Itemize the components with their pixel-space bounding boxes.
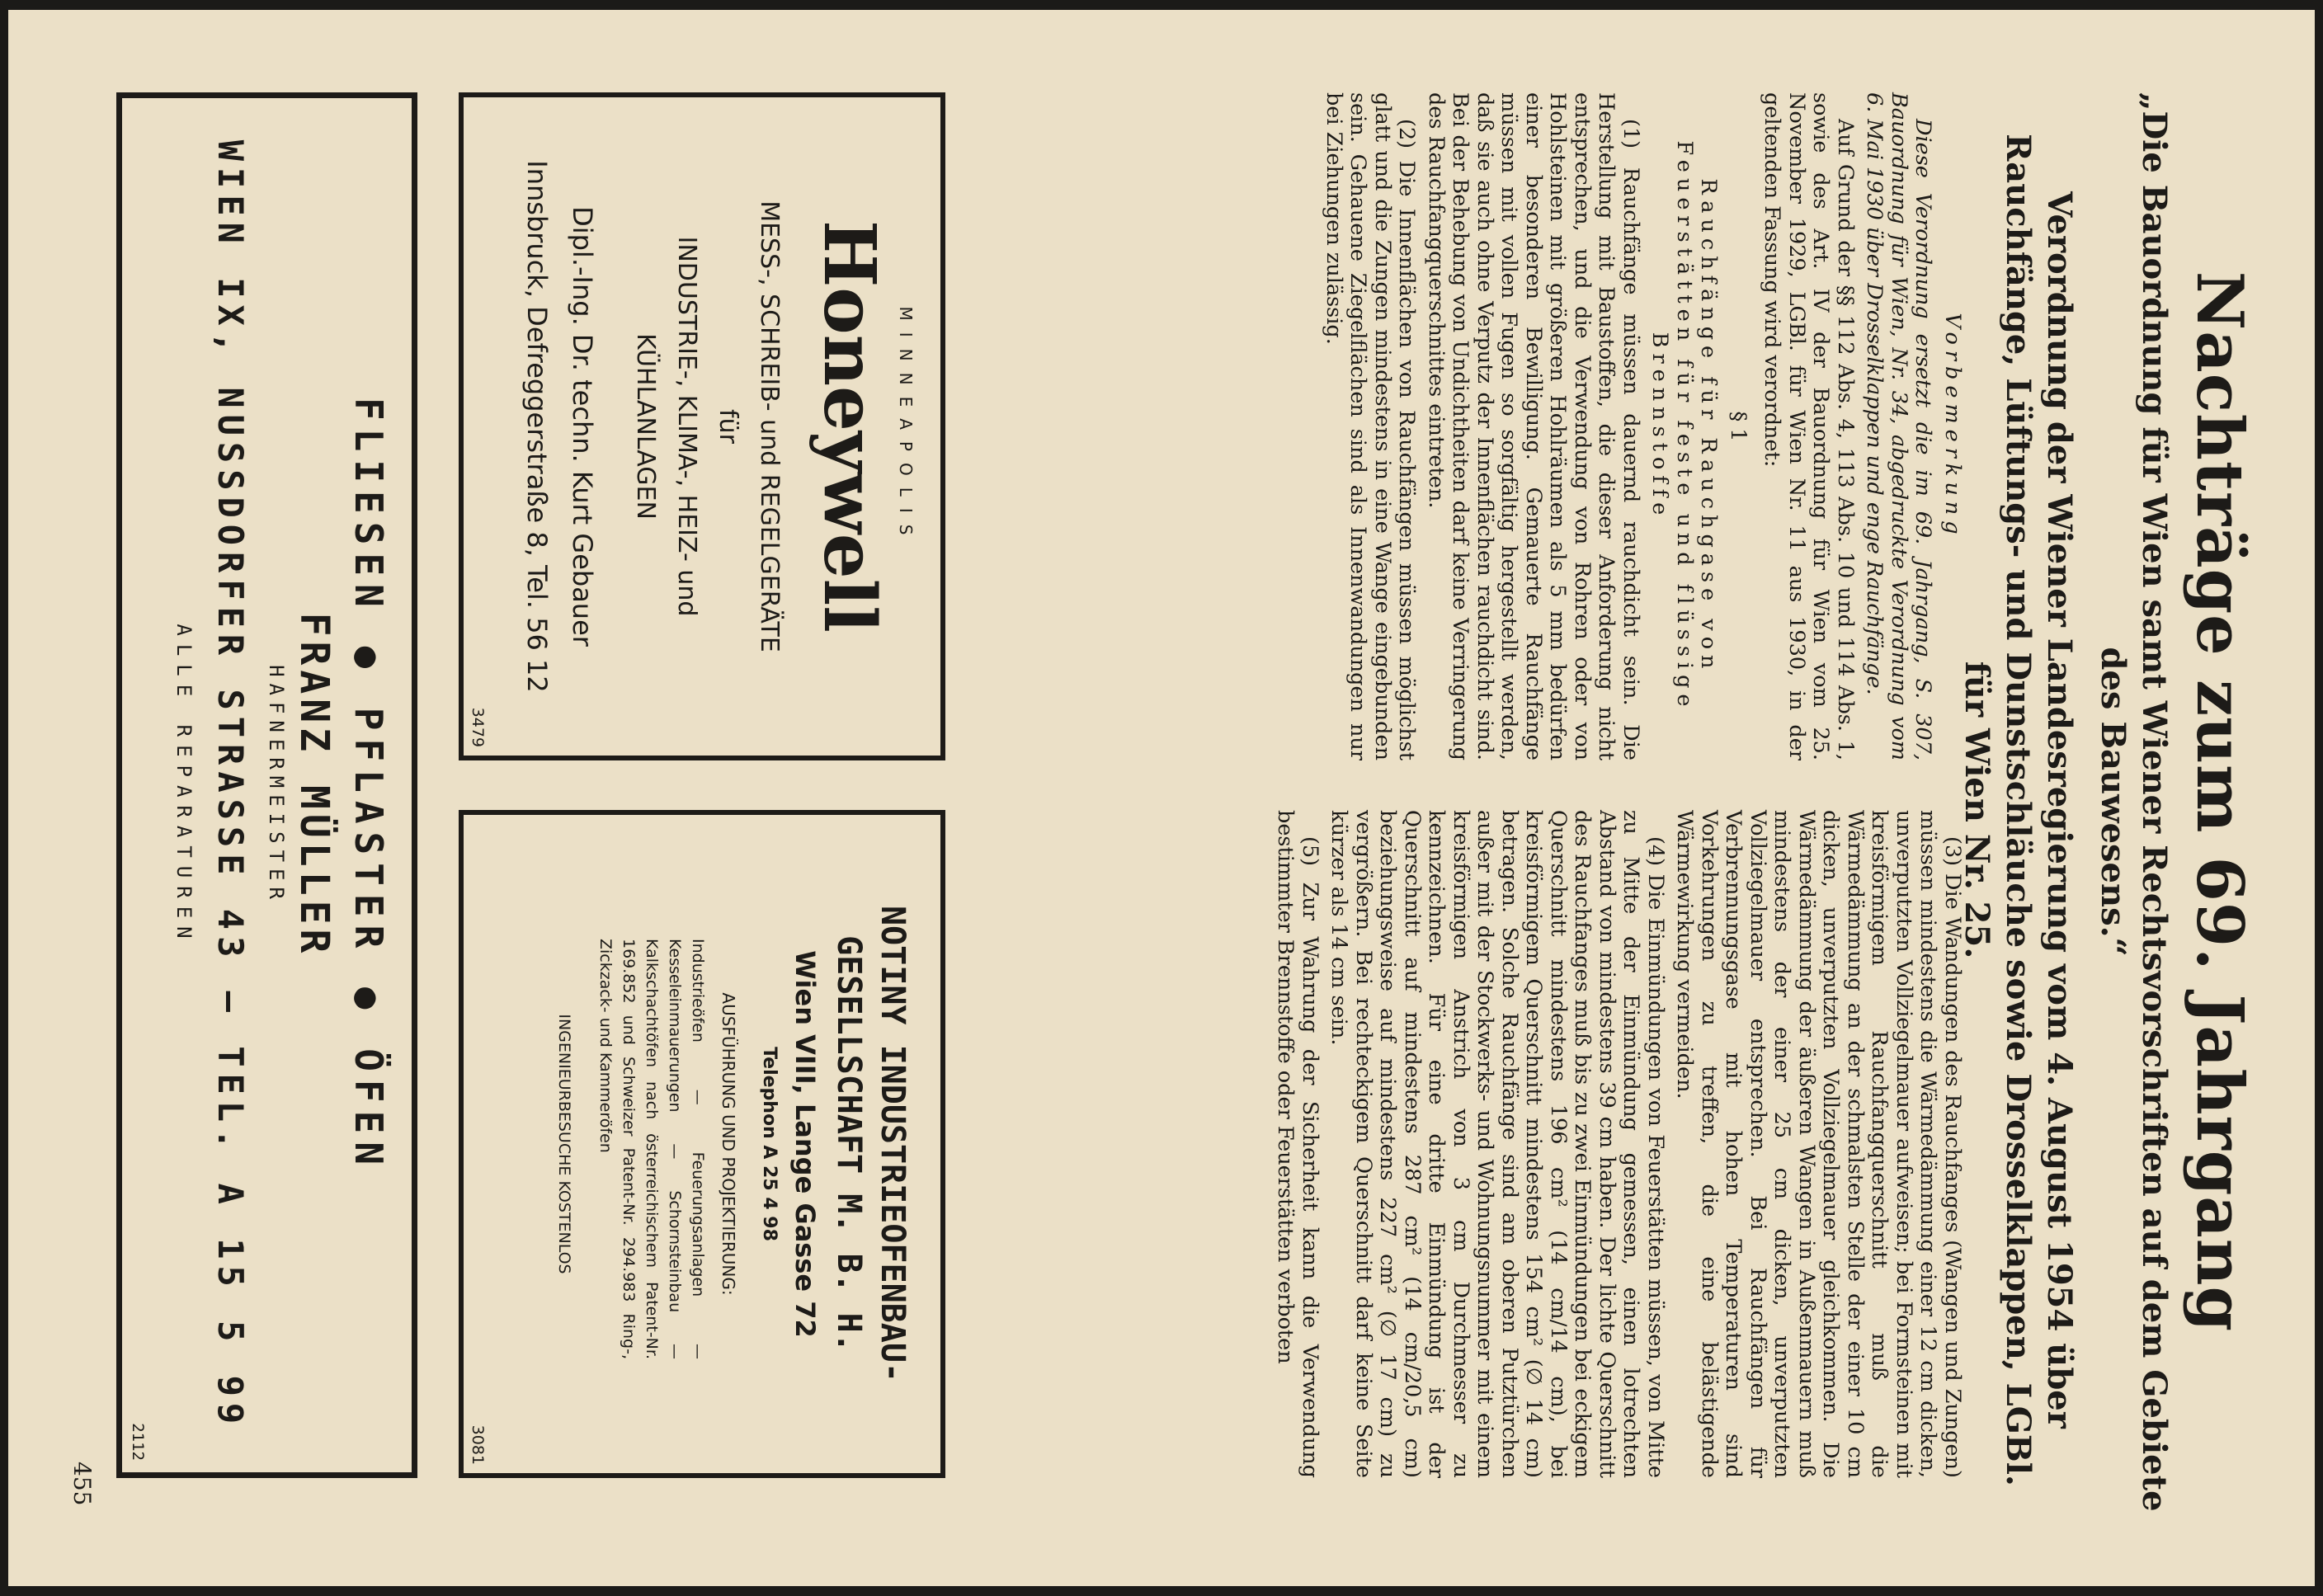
honeywell-line3: INDUSTRIE-, KLIMA-, HEIZ- und <box>672 236 701 617</box>
mueller-trades <box>346 98 391 1472</box>
honeywell-logo: Honeywell <box>808 220 891 633</box>
vorbemerkung-heading: Vorbemerkung <box>1940 313 1965 540</box>
vorbemerkung-text: Diese Verordnung ersetzt die im 69. Jahrgang, S. 307, Bauordnung für Wien, Nr. 34, abgedruckte Verordnung vom 6. Mai 1930 über Drosselklappen und enge Rauchfänge. <box>1862 92 1936 760</box>
paragraph-3: (3) Die Wandungen des Rauchfanges (Wangen und Zungen) müssen mindestens die Wärmedämmung einer 12 cm dicken, unverputzten Vollziegelmauer aufweisen; bei Formsteinen mit kreisförmigem Rauchfangquerschnitt muß die Wärmedämmung an der schmalsten Stelle der einer 10 cm dicken, unverputzten Vollziegelmauer gleichkommen. Die Wärmedämmung der äußeren Wangen in Außenmauern muß mindestens der einer 25 cm dicken, unverputzten Vollziegelmauer entsprechen. Bei Rauchfängen für Verbrennungsgase mit hohen Temperaturen sind Vorkehrungen zu treffen, die eine belästigende Wärmewirkung vermeiden. <box>1672 810 1965 1478</box>
bullet-icon: ● <box>346 987 389 1018</box>
paragraph-2: (2) Die Innenflächen von Rauchfängen müssen möglichst glatt und die Zungen mindestens in eine Wange eingebunden sein. Gehauene Ziegelflächen sind als Innenwandungen nur bei Ziehungen zulässig. <box>1322 92 1420 760</box>
bullet-icon: ● <box>346 646 389 677</box>
scanned-sheet <box>8 10 2315 1586</box>
mueller-title: HAFNERMEISTER <box>265 665 288 906</box>
notiny-services-heading: AUSFÜHRUNG UND PROJEKTIERUNG: <box>719 992 738 1296</box>
trade-oefen: ÖFEN <box>346 1048 391 1174</box>
page-number: 455 <box>68 1462 96 1506</box>
paragraph-1: (1) Rauchfänge müssen dauernd rauchdicht sein. Die Herstellung mit Baustoffen, die dieser Anforderung nicht entsprechen, und die Verwendung von Rohren oder von Hohlsteinen mit größeren Hohlräumen als 5 mm bedürfen einer besonderen Bewilligung. Gemauerte Rauchfänge müssen mit vollen Fugen so sorgfältig hergestellt werden, daß sie auch ohne Verputz der Innenflächen rauchdicht sind. Bei der Behebung von Undichtheiten darf keine Verringerung des Rauchfangquerschnittes eintreten. <box>1424 92 1643 760</box>
notiny-address: Wien VIII, Lange Gasse 72 <box>789 950 821 1338</box>
notiny-name-line1: NOTINY INDUSTRIEOFENBAU- <box>874 906 912 1382</box>
honeywell-contact-name: Dipl.-Ing. Dr. techn. Kurt Gebauer <box>567 206 598 647</box>
honeywell-line2: für <box>714 409 742 444</box>
rotated-page <box>8 10 2315 1586</box>
document-subtitle: „Die Bauordnung für Wien samt Wiener Rechtsvorschriften auf dem Gebiete des Bauwesens.“ <box>2094 92 2174 1512</box>
notiny-name-line2: GESELLSCHAFT M. B. H. <box>830 935 868 1353</box>
paragraph-4: (4) Die Einmündungen von Feuerstätten müssen, von Mitte zu Mitte der Einmündung gemessen, einen lotrechten Abstand von mindestens 39 cm haben. Der lichte Querschnitt des Rauchfanges muß bis zu zwei Einmündungen bei eckigem Querschnitt mindestens 196 cm² (14 cm/14 cm), bei kreisförmigem Querschnitt mindestens 154 cm² (∅ 14 cm) betragen. Solche Rauchfänge sind am oberen Putztürchen außer mit der Stockwerks- und Wohnungsnummer mit einem kreisförmigen Anstrich von 3 cm Durchmesser zu kennzeichnen. Für eine dritte Einmündung ist der Querschnitt auf mindestens 287 cm² (14 cm/20,5 cm) beziehungsweise auf mindestens 227 cm² (∅ 17 cm) zu vergrößern. Bei rechteckigem Querschnitt darf keine Seite kürzer als 14 cm sein. <box>1326 810 1668 1478</box>
right-text-column <box>1268 810 1964 1478</box>
honeywell-tagline: MINNEAPOLIS <box>896 306 916 547</box>
notiny-ad-code: 3081 <box>469 1424 487 1465</box>
left-text-column <box>1317 92 1965 760</box>
honeywell-line4: KÜHLANLAGEN <box>631 333 660 520</box>
honeywell-ad <box>459 92 945 760</box>
regulation-title: Verordnung der Wiener Landesregierung vom 4. August 1954 über Rauchfänge, Lüftungs- und Dunstschläuche sowie Drosselklappen, LGBl. für Wien Nr. 25. <box>1958 134 2079 1486</box>
mueller-repairs: ALLE REPARATUREN <box>172 624 196 947</box>
section-number: § 1 <box>1726 411 1750 442</box>
mueller-address: WIEN IX, NUSSDORFER STRASSE 43 — TEL. A 15 5 99 <box>210 139 251 1431</box>
notiny-services: Industrieöfen — Feuerungsanlagen — Kesseleinmauerungen — Schornsteinbau — Kalkschachtöfen nach österreichischem Patent-Nr. 169.852 und Schweizer Patent-Nr. 294.983 Ring-, Zickzack- und Kammeröfen <box>596 939 707 1359</box>
intro-paragraph: Auf Grund der §§ 112 Abs. 4, 113 Abs. 10 und 114 Abs. 1, sowie des Art. IV der Bauordnung für Wien vom 25. November 1929, LGBl. für Wien Nr. 11 aus 1930, in der geltenden Fassung wird verordnet: <box>1760 92 1858 760</box>
notiny-footer: INGENIEURBESUCHE KOSTENLOS <box>555 1014 573 1274</box>
mueller-name: FRANZ MÜLLER <box>291 612 337 958</box>
section-title: Rauchfänge für Rauchgase von Feuerstätten für feste und flüssige Brennstoffe <box>1647 140 1722 713</box>
page-heading: Nachträge zum 69. Jahrgang <box>2182 271 2257 1333</box>
mueller-ad <box>116 92 417 1478</box>
trade-pflaster: PFLASTER <box>346 707 391 957</box>
honeywell-ad-code: 3479 <box>469 707 487 747</box>
notiny-phone: Telephon A 25 4 98 <box>759 1047 780 1241</box>
honeywell-contact-address: Innsbruck, Defreggerstraße 8, Tel. 56 12 <box>521 160 553 693</box>
honeywell-line1: MESS-, SCHREIB- und REGELGERÄTE <box>755 200 784 652</box>
notiny-ad <box>459 810 945 1478</box>
trade-fliesen: FLIESEN <box>346 397 391 615</box>
mueller-ad-code: 2112 <box>129 1423 147 1461</box>
paragraph-5: (5) Zur Wahrung der Sicherheit kann die Verwendung bestimmter Brennstoffe oder Feuerstätten verboten <box>1273 810 1322 1478</box>
